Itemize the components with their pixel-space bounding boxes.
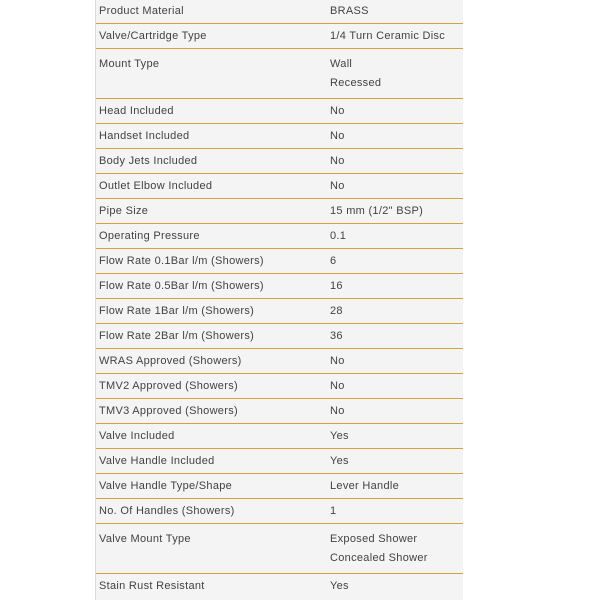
spec-value-line: Concealed Shower bbox=[330, 552, 428, 564]
spec-value bbox=[330, 577, 463, 596]
spec-value bbox=[330, 177, 463, 196]
spec-row bbox=[96, 324, 463, 349]
spec-value-line: No bbox=[330, 355, 345, 367]
spec-label: Outlet Elbow Included bbox=[99, 180, 213, 192]
spec-label: Valve Handle Type/Shape bbox=[99, 480, 233, 492]
spec-label: Product Material bbox=[99, 5, 184, 17]
spec-label: WRAS Approved (Showers) bbox=[99, 355, 242, 367]
spec-label: No. Of Handles (Showers) bbox=[99, 505, 235, 517]
spec-label: Valve/Cartridge Type bbox=[99, 30, 207, 42]
spec-value-line: No bbox=[330, 130, 345, 142]
spec-label: TMV2 Approved (Showers) bbox=[99, 380, 238, 392]
spec-value bbox=[330, 127, 463, 146]
spec-value bbox=[330, 27, 463, 46]
spec-value bbox=[330, 302, 463, 321]
spec-value bbox=[330, 252, 463, 271]
spec-value bbox=[330, 452, 463, 471]
spec-row bbox=[96, 499, 463, 524]
spec-row bbox=[96, 249, 463, 274]
spec-label: Operating Pressure bbox=[99, 230, 200, 242]
spec-value bbox=[330, 55, 463, 93]
spec-value-line: Yes bbox=[330, 580, 349, 592]
spec-label: Body Jets Included bbox=[99, 155, 198, 167]
spec-label: Stain Rust Resistant bbox=[99, 580, 205, 592]
spec-row bbox=[96, 349, 463, 374]
spec-label: TMV3 Approved (Showers) bbox=[99, 405, 238, 417]
spec-row bbox=[96, 149, 463, 174]
spec-value-line: Exposed Shower bbox=[330, 533, 418, 545]
spec-label: Handset Included bbox=[99, 130, 190, 142]
spec-row bbox=[96, 174, 463, 199]
spec-row bbox=[96, 199, 463, 224]
spec-label: Pipe Size bbox=[99, 205, 149, 217]
spec-value bbox=[330, 2, 463, 21]
spec-row bbox=[96, 449, 463, 474]
spec-row bbox=[96, 124, 463, 149]
spec-row bbox=[96, 424, 463, 449]
spec-value-line: No bbox=[330, 105, 345, 117]
spec-value-line: No bbox=[330, 155, 345, 167]
spec-row bbox=[96, 299, 463, 324]
spec-row bbox=[96, 99, 463, 124]
spec-value-line: No bbox=[330, 405, 345, 417]
spec-value-line: 28 bbox=[330, 305, 343, 317]
spec-value-line: 0.1 bbox=[330, 230, 347, 242]
spec-value bbox=[330, 477, 463, 496]
spec-label: Head Included bbox=[99, 105, 174, 117]
spec-label: Flow Rate 1Bar l/m (Showers) bbox=[99, 305, 255, 317]
spec-label: Valve Included bbox=[99, 430, 175, 442]
spec-row bbox=[96, 224, 463, 249]
spec-value-line: Yes bbox=[330, 430, 349, 442]
spec-row bbox=[96, 399, 463, 424]
spec-value-line: 1/4 Turn Ceramic Disc bbox=[330, 30, 446, 42]
spec-row bbox=[96, 374, 463, 399]
spec-label: Valve Handle Included bbox=[99, 455, 215, 467]
spec-row bbox=[96, 524, 463, 574]
spec-row bbox=[96, 274, 463, 299]
spec-value bbox=[330, 530, 463, 568]
spec-value-line: 6 bbox=[330, 255, 337, 267]
spec-label: Flow Rate 0.1Bar l/m (Showers) bbox=[99, 255, 264, 267]
spec-row bbox=[96, 474, 463, 499]
spec-label: Flow Rate 0.5Bar l/m (Showers) bbox=[99, 280, 264, 292]
spec-value-line: No bbox=[330, 180, 345, 192]
spec-value bbox=[330, 502, 463, 521]
spec-value-line: 15 mm (1/2" BSP) bbox=[330, 205, 424, 217]
spec-value-line: Recessed bbox=[330, 77, 382, 89]
spec-value-line: 36 bbox=[330, 330, 343, 342]
spec-label: Mount Type bbox=[99, 58, 160, 70]
spec-label: Valve Mount Type bbox=[99, 533, 191, 545]
spec-value bbox=[330, 202, 463, 221]
spec-value-line: Wall bbox=[330, 58, 353, 70]
spec-value bbox=[330, 352, 463, 371]
spec-value-line: 1 bbox=[330, 505, 337, 517]
spec-value-line: 16 bbox=[330, 280, 343, 292]
spec-value-line: Lever Handle bbox=[330, 480, 400, 492]
spec-value bbox=[330, 402, 463, 421]
spec-value-line: BRASS bbox=[330, 5, 369, 17]
spec-value bbox=[330, 427, 463, 446]
spec-label: Flow Rate 2Bar l/m (Showers) bbox=[99, 330, 255, 342]
spec-value bbox=[330, 102, 463, 121]
spec-value bbox=[330, 152, 463, 171]
spec-value bbox=[330, 227, 463, 246]
spec-row bbox=[96, 49, 463, 99]
spec-value bbox=[330, 327, 463, 346]
specifications-table bbox=[95, 0, 463, 600]
spec-row bbox=[96, 24, 463, 49]
spec-row bbox=[96, 0, 463, 24]
spec-value-line: No bbox=[330, 380, 345, 392]
spec-value-line: Yes bbox=[330, 455, 349, 467]
spec-value bbox=[330, 377, 463, 396]
spec-value bbox=[330, 277, 463, 296]
spec-row bbox=[96, 574, 463, 600]
